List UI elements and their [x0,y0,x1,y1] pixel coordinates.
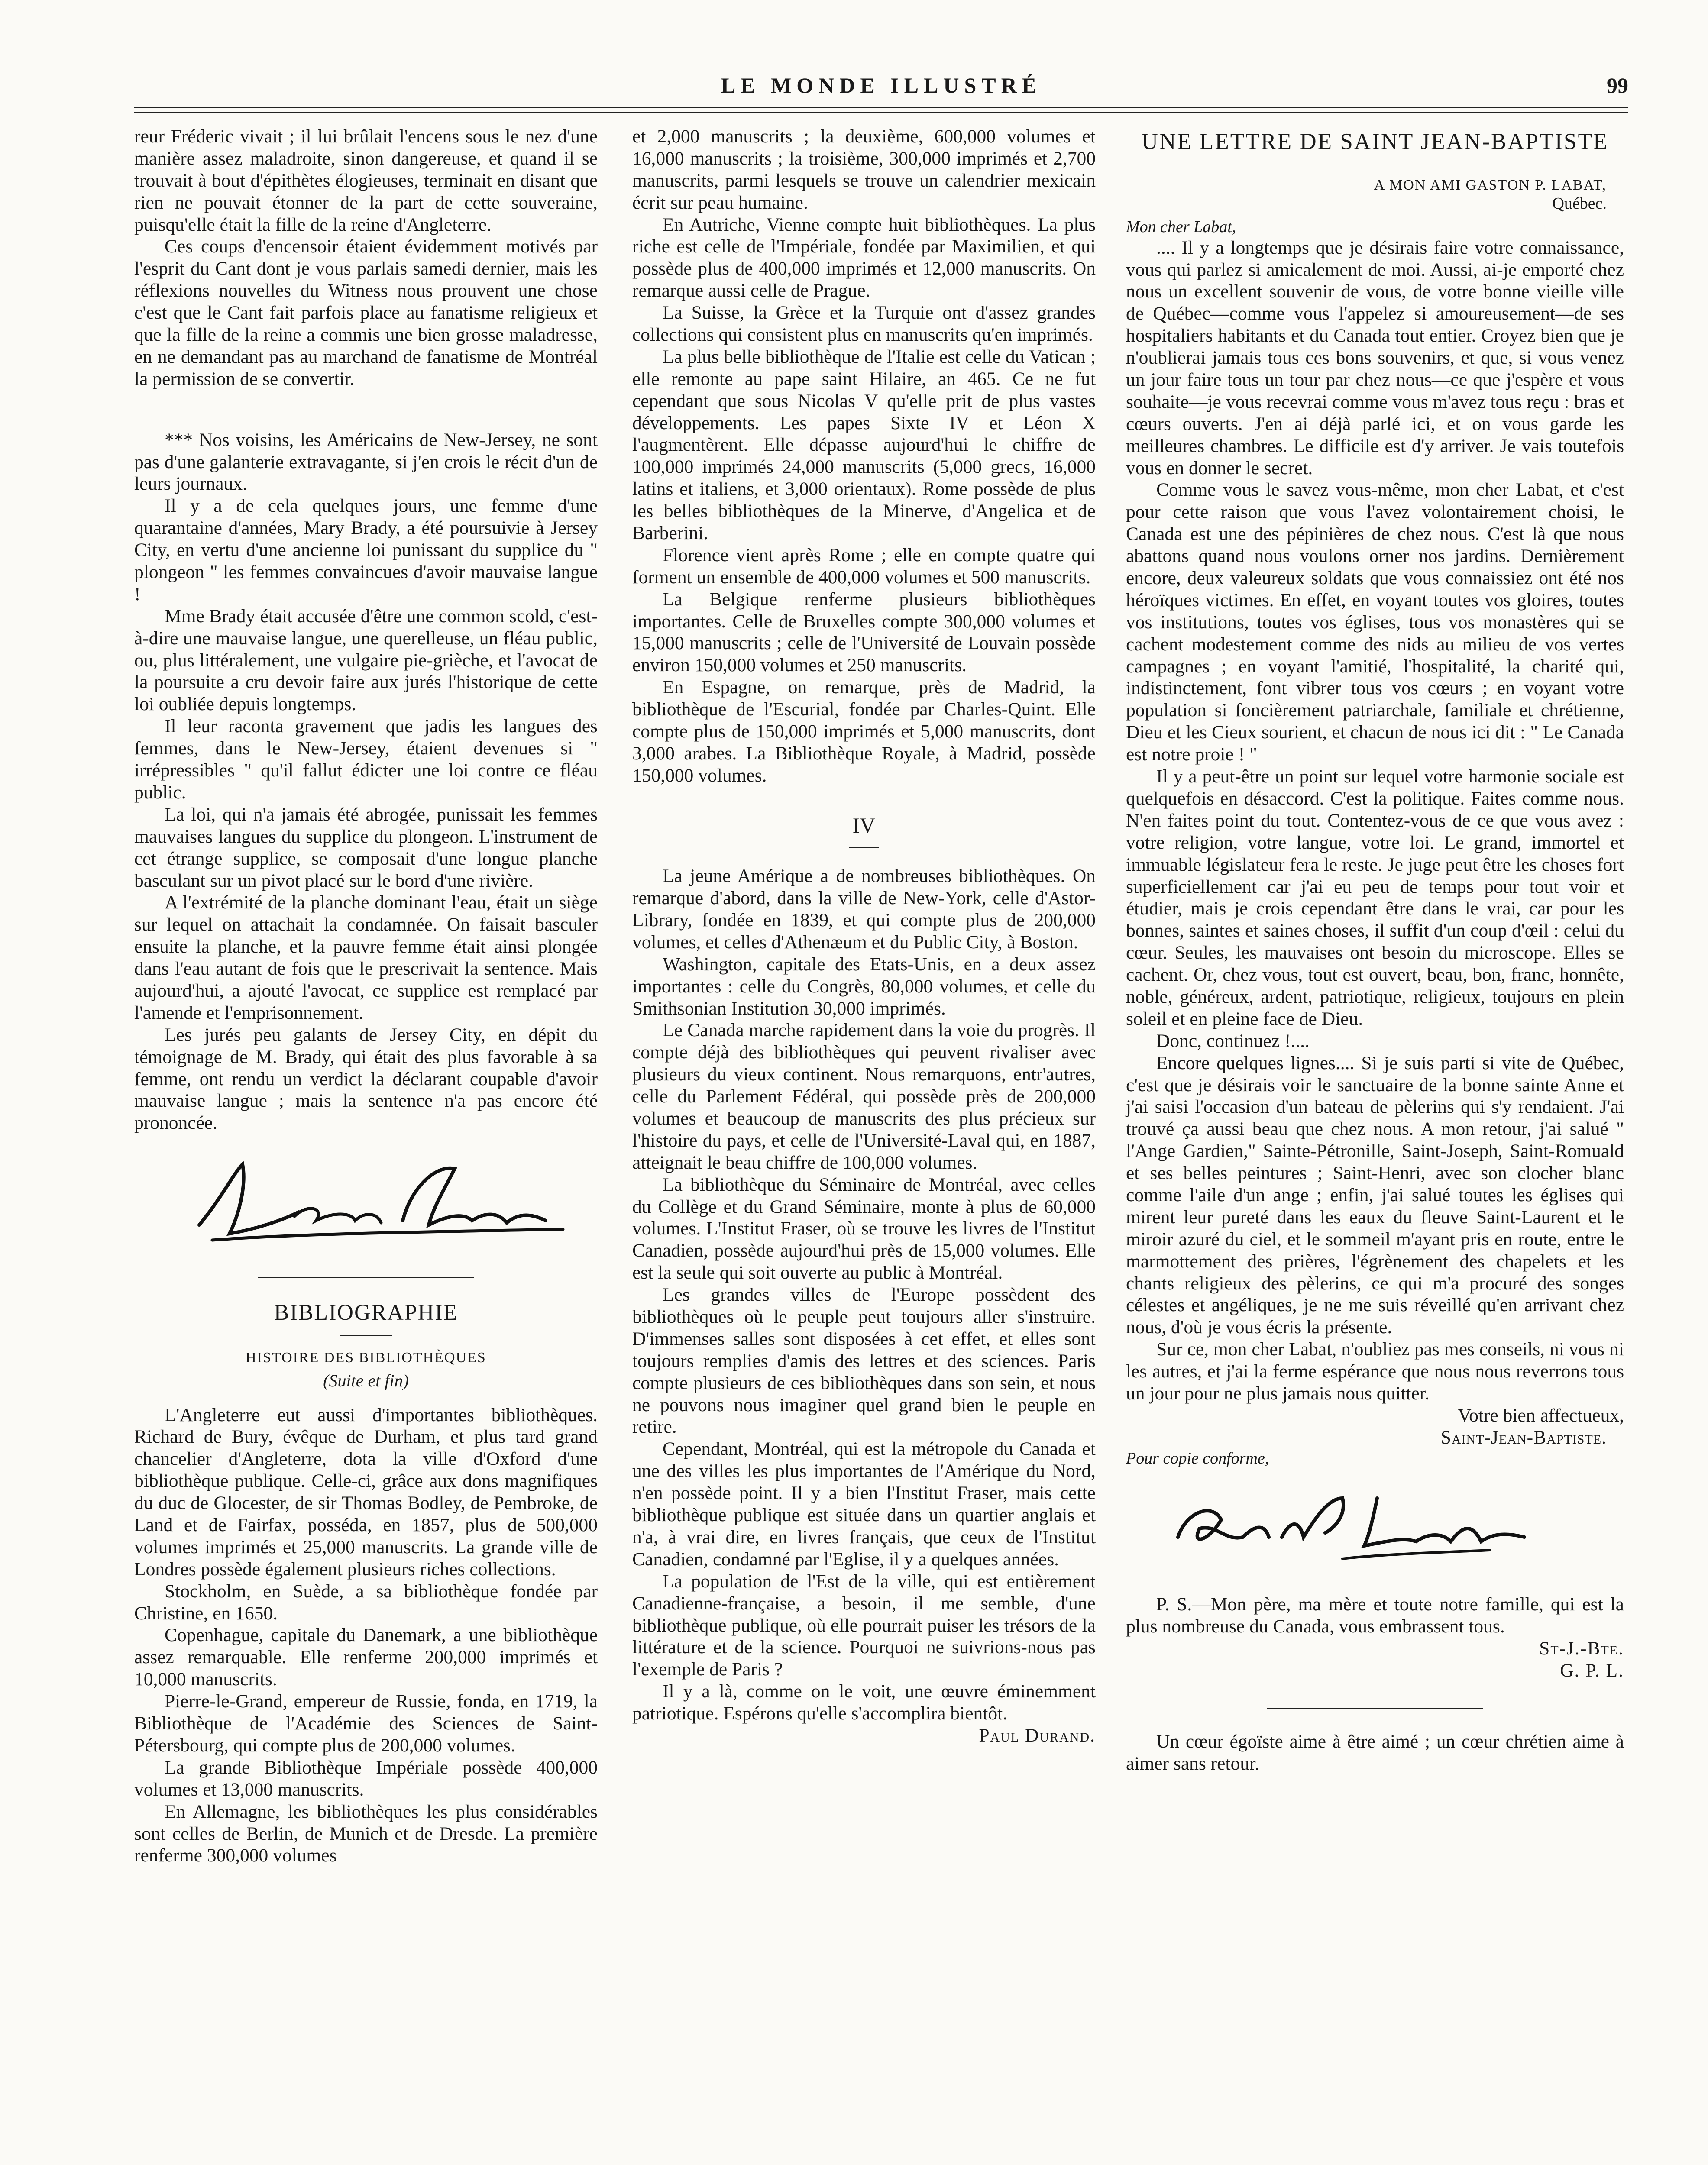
paragraph: La Suisse, la Grèce et la Turquie ont d'assez grandes collections qui consistent plus en manuscrits qu'en imprimés. [632,302,1096,346]
signer: Saint-Jean-Baptiste. [1440,1427,1607,1448]
place-line: Québec. [1552,194,1607,213]
paragraph: La population de l'Est de la ville, qui est entièrement Canadienne-française, a besoin, il me semble, d'une bibliothèque publique, où elle pourrait puiser les trésors de la littérature et de la science. Pourquoi ne suivrions-nous pas l'exemple de Paris ? [632,1570,1096,1680]
paragraph: A l'extrémité de la planche dominant l'eau, était un siège sur lequel on attachait la condamnée. On faisait basculer ensuite la planche, et la pauvre femme était ainsi plongée dans l'eau autant de fois que le prescrivait la sentence. Mais aujourd'hui, a ajouté l'avocat, ce supplice est remplacé par l'amende et l'emprisonnement. [134,892,598,1023]
paragraph: Cependant, Montréal, qui est la métropole du Canada et une des villes les plus importantes de l'Amérique du Nord, n'en possède point. Il y a bien l'Institut Fraser, mais cette bibliothèque publique est située dans un quartier anglais et n'a, à vrai dire, en livres français, que ceux de l'Institut Canadien, condamné par l'Eglise, il y a quelques années. [632,1438,1096,1570]
paragraph: Les jurés peu galants de Jersey City, en dépit du témoignage de M. Brady, qui était des plus favorable à sa femme, ont rendu un verdict la déclarant coupable d'avoir mauvaise langue ; mais la sentence n'a pas encore été prononcée. [134,1024,598,1134]
column-right [1126,126,1624,1774]
paragraph: Il y a de cela quelques jours, une femme d'une quarantaine d'années, Mary Brady, a été poursuivie à Jersey City, en vertu d'une ancienne loi punissant du supplice du " plongeon " les femmes convaincues d'avoir mauvaise langue ! [134,495,598,604]
paragraph: Le Canada marche rapidement dans la voie du progrès. Il compte déjà des bibliothèques qui peuvent rivaliser avec plusieurs du vieux continent. Nous remarquons, entr'autres, celle du Parlement Fédéral, qui possède près de 200,000 volumes et beaucoup de manuscrits des plus précieux sur l'histoire du pays, et celle de l'Université-Laval qui, en 1887, atteignait le beau chiffre de 100,000 volumes. [632,1020,1096,1173]
masthead: LE MONDE ILLUSTRÉ [721,73,1042,97]
paragraph: *** Nos voisins, les Américains de New-Jersey, ne sont pas d'une galanterie extravagante, si j'en crois le récit d'un de leurs journaux. [134,429,598,494]
article-title: UNE LETTRE DE SAINT JEAN-BAPTISTE [1141,129,1609,154]
paragraph: Donc, continuez !.... [1156,1030,1310,1051]
paragraph: Ces coups d'encensoir étaient évidemment motivés par l'esprit du Cant dont je vous parlais samedi dernier, mais les réflexions nouvelles du Witness nous prouvent une chose c'est que le Cant fait parfois place au fanatisme religieux et que la fille de la reine a commis une bien grosse maladresse, en ne demandant pas au marchand de fanatisme de Montréal la permission de se convertir. [134,236,598,389]
paragraph: Les grandes villes de l'Europe possèdent des bibliothèques où le peuple peut toujours aller s'instruire. D'immenses salles sont disposées à cet effet, et elles sont toujours remplies d'amis des lettres et des sciences. Paris compte plusieurs de ces bibliothèques dans son sein, et nous ne pouvons nous imaginer quel grand bien le peuple en retire. [632,1284,1096,1438]
page-number: 99 [1607,73,1628,97]
postscript: P. S.—Mon père, ma mère et toute notre famille, qui est la plus nombreuse du Canada, vous embrassent tous. [1126,1594,1624,1637]
paragraph: La Belgique renferme plusieurs bibliothèques importantes. Celle de Bruxelles compte 300,000 volumes et 15,000 manuscrits ; celle de l'Université de Louvain possède environ 150,000 volumes et 250 manuscrits. [632,588,1096,676]
column-left [134,126,598,1867]
paragraph: En Espagne, on remarque, près de Madrid, la bibliothèque de l'Escurial, fondée par Charles-Quint. Elle compte plus de 150,000 imprimés et 5,000 manuscrits, dont 3,000 arabes. La Bibliothèque Royale, à Madrid, possède 150,000 volumes. [632,677,1096,786]
salutation: Mon cher Labat, [1126,218,1236,236]
divider [340,1335,392,1336]
paragraph: Sur ce, mon cher Labat, n'oubliez pas mes conseils, ni vous ni les autres, et j'ai la ferme espérance que nous nous reverrons tous un jour pour ne plus jamais nous quitter. [1126,1339,1624,1404]
paragraph: La plus belle bibliothèque de l'Italie est celle du Vatican ; elle remonte au pape saint Hilaire, an 465. Ce ne fut cependant que sous Nicolas V qu'elle prit de plus vastes développements. Les papes Sixte IV et Léon X l'augmentèrent. Elle dépasse aujourd'hui le chiffre de 100,000 imprimés 24,000 manuscrits (5,000 grecs, 16,000 latins et italiens, et 3,000 orientaux). Rome possède de plus les belles bibliothèques de la Minerve, d'Angelica et de Barberini. [632,346,1096,544]
closing: Votre bien affectueux, [1458,1405,1624,1426]
paragraph: La grande Bibliothèque Impériale possède 400,000 volumes et 13,000 manuscrits. [134,1757,598,1800]
handwritten-signature [1161,1472,1550,1585]
paragraph: En Autriche, Vienne compte huit bibliothèques. La plus riche est celle de l'Impériale, fondée par Maximilien, et qui possède plus de 400,000 imprimés et 12,000 manuscrits. On remarque aussi celle de Prague. [632,214,1096,301]
section-divider [1267,1708,1483,1709]
paragraph: Pierre-le-Grand, empereur de Russie, fonda, en 1719, la Bibliothèque de l'Académie des Sciences de Saint-Pétersbourg, qui compte plus de 200,000 volumes. [134,1691,598,1756]
paragraph: Il y a peut-être un point sur lequel votre harmonie sociale est quelquefois en désaccord. C'est la politique. Faites comme nous. N'en faites point du tout. Contentez-vous de ce que vous avez : votre religion, votre langue, votre loi. Le grand, immortel et immuable législateur fera le reste. Je juge peut être les choses fort superficiellement car j'ai eu peu de temps pour tout voir et étudier, mais je crois cependant être dans le vrai, car pour les bonnes, saintes et saines choses, il suffit d'un coup d'œil : celui du cœur. Seules, les mauvaises ont besoin du microscope. Elles se cachent. Or, chez vous, tout est ouvert, beau, bon, franc, honnête, noble, généreux, ardent, patriotique, religieux, toujours en plein soleil et en pleine face de Dieu. [1126,766,1624,1029]
paragraph: Comme vous le savez vous-même, mon cher Labat, et c'est pour cette raison que vous l'avez volontairement choisi, le Canada est une des pépinières de chez nous. C'est là que nous abattons quand nous voulons orner nos jardins. Dernièrement encore, deux valeureux soldats que vous connaissiez ont été nos héroïques victimes. En effet, en voyant toutes vos gloires, toutes vos institutions, toutes vos églises, tous vos monastères qui se cachent modestement comme des nids au milieu de vos vertes campagnes ; en voyant l'amitié, l'hospitalité, la charité qui, indistinctement, font vibrer tous vos cœurs ; en voyant votre population si foncièrement patriarchale, familiale et chrétienne, Dieu et les Cieux sourient, et chacun de nous ici dit : " Le Canada est notre proie ! " [1126,479,1624,765]
paragraph: En Allemagne, les bibliothèques les plus considérables sont celles de Berlin, de Munich et de Dresde. La première renferme 300,000 volumes [134,1801,598,1866]
initials: G. P. L. [1560,1660,1624,1681]
section-title: BIBLIOGRAPHIE [274,1300,458,1325]
paragraph: La bibliothèque du Séminaire de Montréal, avec celles du Collège et du Grand Séminaire, monte à plus de 60,000 volumes. L'Institut Fraser, où se trouve les livres de l'Institut Canadien, possède aujourd'hui près de 15,000 volumes. Elle est la seule qui soit ouverte au public à Montréal. [632,1174,1096,1283]
divider [849,847,879,848]
paragraph: Mme Brady était accusée d'être une common scold, c'est-à-dire une mauvaise langue, une querelleuse, un fléau public, ou, plus littéralement, une vulgaire pie-grièche, et l'avocat de la poursuite a cru devoir faire aux jurés l'historique de cette loi oubliée depuis longtemps. [134,605,598,715]
copy-note: Pour copie conforme, [1126,1449,1269,1467]
paragraph: et 2,000 manuscrits ; la deuxième, 600,000 volumes et 16,000 manuscrits ; la troisième, 300,000 imprimés et 2,700 manuscrits, parmi lesquels se trouve un calendrier mexicain écrit sur peau humaine. [632,126,1096,213]
paragraph: Il y a là, comme on le voit, une œuvre éminemment patriotique. Espérons qu'elle s'accomplira bientôt. [632,1681,1096,1724]
article-author: Paul Durand. [979,1725,1096,1746]
paragraph: La jeune Amérique a de nombreuses bibliothèques. On remarque d'abord, dans la ville de New-York, celle d'Astor-Library, fondée en 1839, et qui compte plus de 200,000 volumes, et celles d'Athenæum et du Public City, à Boston. [632,866,1096,953]
header-rule-thin [134,112,1628,113]
paragraph: Encore quelques lignes.... Si je suis parti si vite de Québec, c'est que je désirais voir le sanctuaire de la bonne sainte Anne et j'ai saisi l'occasion d'un bateau de pèlerins qui s'y rendaient. J'ai trouvé ça aussi beau que chez nous. A mon retour, j'ai salué " l'Ange Gardien," Sainte-Pétronille, Saint-Joseph, Saint-Romuald et ses belles peintures ; Saint-Henri, avec son clocher blanc comme l'aile d'un ange ; enfin, j'ai salué toutes les églises qui mirent leur pureté dans les eaux du fleuve Saint-Laurent et le miroir azuré du ciel, et le sommeil m'ayant pris en route, entre le marmottement des prières, l'égrènement des chapelets et les chants religieux des pèlerins, ce qui m'a procuré des songes célestes et angéliques, je ne me suis réveillé qu'en arrivant chez nous, d'où je vous écris la présente. [1126,1052,1624,1338]
paragraph: La loi, qui n'a jamais été abrogée, punissait les femmes mauvaises langues du supplice du plongeon. L'instrument de cet étrange supplice, se composait d'une longue planche basculant sur un pivot placé sur le bord d'une rivière. [134,804,598,891]
paragraph: Copenhague, capitale du Danemark, a une bibliothèque assez remarquable. Elle renferme 200,000 imprimés et 10,000 manuscrits. [134,1625,598,1690]
paragraph: Il leur raconta gravement que jadis les langues des femmes, dans le New-Jersey, étaient devenues si " irrépressibles " qu'il fallut édicter une loi contre ce fléau public. [134,716,598,803]
paragraph: Florence vient après Rome ; elle en compte quatre qui forment un ensemble de 400,000 volumes et 500 manuscrits. [632,544,1096,588]
section-subtitle: HISTOIRE DES BIBLIOTHÈQUES [246,1350,486,1366]
page-header [134,73,1628,107]
initials: St-J.-Bte. [1539,1638,1624,1659]
spacer [134,390,598,429]
paragraph: L'Angleterre eut aussi d'importantes bibliothèques. Richard de Bury, évêque de Durham, et plus tard grand chancelier d'Angleterre, dota la ville d'Oxford d'une bibliothèque publique. Celle-ci, grâce aux dons magnifiques du duc de Glocester, de sir Thomas Bodley, de Pembroke, de Land et de Fairfax, posséda, en 1857, plus de 500,000 volumes imprimés et 25,000 manuscrits. La grande ville de Londres possède également plusieurs riches collections. [134,1404,598,1580]
header-rule [134,107,1628,108]
dedication: A MON AMI GASTON P. LABAT, [1374,177,1607,193]
column-middle [632,126,1096,1747]
paragraph: Washington, capitale des Etats-Unis, en a deux assez importantes : celle du Congrès, 80,000 volumes, et celle du Smithsonian Institution 30,000 imprimés. [632,953,1096,1019]
maxim: Un cœur égoïste aime à être aimé ; un cœur chrétien aime à aimer sans retour. [1126,1731,1624,1774]
section-number: IV [852,813,876,837]
section-divider [258,1277,474,1278]
paragraph: reur Fréderic vivait ; il lui brûlait l'encens sous le nez d'une manière assez maladroite, sinon dangereuse, et quand il se trouvait à bout d'épithètes élogieuses, terminait en disant que rien ne pouvait étonner de la part de cette souveraine, puisqu'elle était la fille de la reine d'Angleterre. [134,126,598,235]
paragraph: .... Il y a longtemps que je désirais faire votre connaissance, vous qui parlez si amicalement de moi. Aussi, ai-je emporté chez nous un excellent souvenir de vous, de votre bonne vieille ville de Québec—comme vous l'appelez si amoureusement—de ses hospitaliers habitants et du Canada tout entier. Croyez bien que je n'oublierai jamais tous ces bons souvenirs, et que, si vous venez un jour faire tous un tour par chez nous—ce que j'espère et vous souhaite—je vous recevrai comme vous m'avez tous reçu : bras et cœurs ouverts. J'en ai déjà parlé ici, et on vous garde les meilleures chambres. Le difficile est d'y arriver. Je vais toutefois vous en donner le secret. [1126,237,1624,478]
paragraph: Stockholm, en Suède, a sa bibliothèque fondée par Christine, en 1650. [134,1580,598,1624]
handwritten-signature [186,1147,576,1260]
section-note: (Suite et fin) [323,1370,409,1390]
